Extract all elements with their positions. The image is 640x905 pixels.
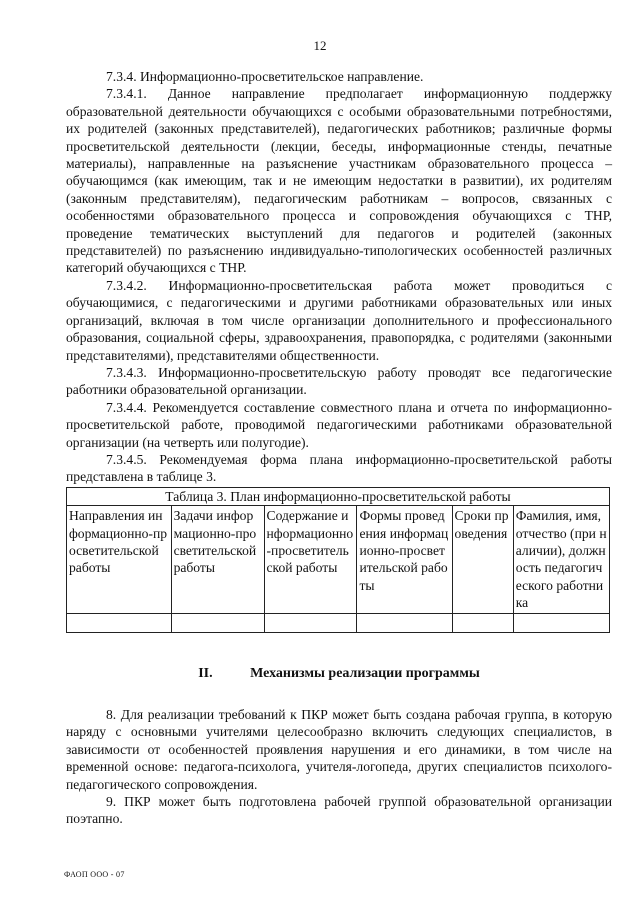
page-number: 12 — [313, 38, 327, 53]
paragraph-7-3-4-4: 7.3.4.4. Рекомендуется составление совместного плана и отчета по информационно-просветительской работе, проводимой педагогическими работниками образовательной организации (на четверть или полугодие). — [66, 399, 612, 450]
plan-table — [66, 487, 610, 633]
table-header-cell: Содержание информационно-просветительской работы — [264, 506, 357, 613]
paragraph-7-3-4-3: 7.3.4.3. Информационно-просветительскую работу проводят все педагогические работники образовательной организации. — [66, 364, 612, 398]
table-header-cell: Фамилия, имя, отчество (при наличии), должность педагогического работника — [513, 506, 609, 613]
footer-code: ФАОП ООО - 07 — [64, 870, 125, 879]
table-header-cell: Задачи информационно-просветительской работы — [171, 506, 264, 613]
section-title: Механизмы реализации программы — [250, 665, 480, 681]
table-header-cell: Сроки проведения — [452, 506, 513, 613]
paragraph-7-3-4-2: 7.3.4.2. Информационно-просветительская работа может проводиться с обучающимися, с педагогическими и другими работниками образовательных или иных организаций, включая в том числе организации дополнительного и профессионального образования, социальной сферы, здравоохранения, правопорядка, с родителями (законными представителями), представителями общественности. — [66, 277, 612, 363]
table-cell — [264, 613, 357, 632]
table-row — [67, 613, 610, 632]
paragraph-9: 9. ПКР может быть подготовлена рабочей группой образовательной организации поэтапно. — [66, 794, 612, 827]
table-cell — [357, 613, 452, 632]
table-cell — [171, 613, 264, 632]
table-header-cell: Формы проведения информационно-просветительской работы — [357, 506, 452, 613]
table-cell — [452, 613, 513, 632]
heading-7-3-4: 7.3.4. Информационно-просветительское направление. — [106, 69, 424, 84]
table-header-cell: Направления информационно-просветительской работы — [67, 506, 172, 613]
document-body — [66, 68, 612, 828]
paragraph-7-3-4-1: 7.3.4.1. Данное направление предполагает информационную поддержку образовательной деятельности обучающихся с особыми образовательными потребностями, их родителей (законных представителей), педагогических работников; различные формы просветительской деятельности (лекции, беседы, информационные стенды, печатные материалы), направленные на разъяснение участникам образовательного процесса – обучающимся (как имеющим, так и не имеющим недостатки в развитии), их родителям (законным представителям), педагогическим работникам – вопросов, связанных с особенностями образовательного процесса и сопровождения обучающихся с ТНР, проведение тематических выступлений для педагогов и родителей (законных представителей) по разъяснению индивидуально-типологических особенностей различных категорий обучающихся с ТНР. — [66, 86, 612, 276]
paragraph-8: 8. Для реализации требований к ПКР может быть создана рабочая группа, в которую наряду с основными учителями целесообразно включить следующих специалистов, в зависимости от особенностей проявления нарушения и его динамики, в том числе на временной основе: педагога-психолога, учителя-логопеда, других специалистов психолого-педагогического сопровождения. — [66, 707, 612, 792]
paragraph-7-3-4-5: 7.3.4.5. Рекомендуемая форма плана информационно-просветительской работы представлена в таблице 3. — [66, 451, 612, 485]
section-number: II. — [198, 665, 213, 681]
section-heading — [66, 665, 612, 682]
table-cell — [513, 613, 609, 632]
table-caption: Таблица 3. План информационно-просветительской работы — [67, 487, 610, 505]
table-cell — [67, 613, 172, 632]
